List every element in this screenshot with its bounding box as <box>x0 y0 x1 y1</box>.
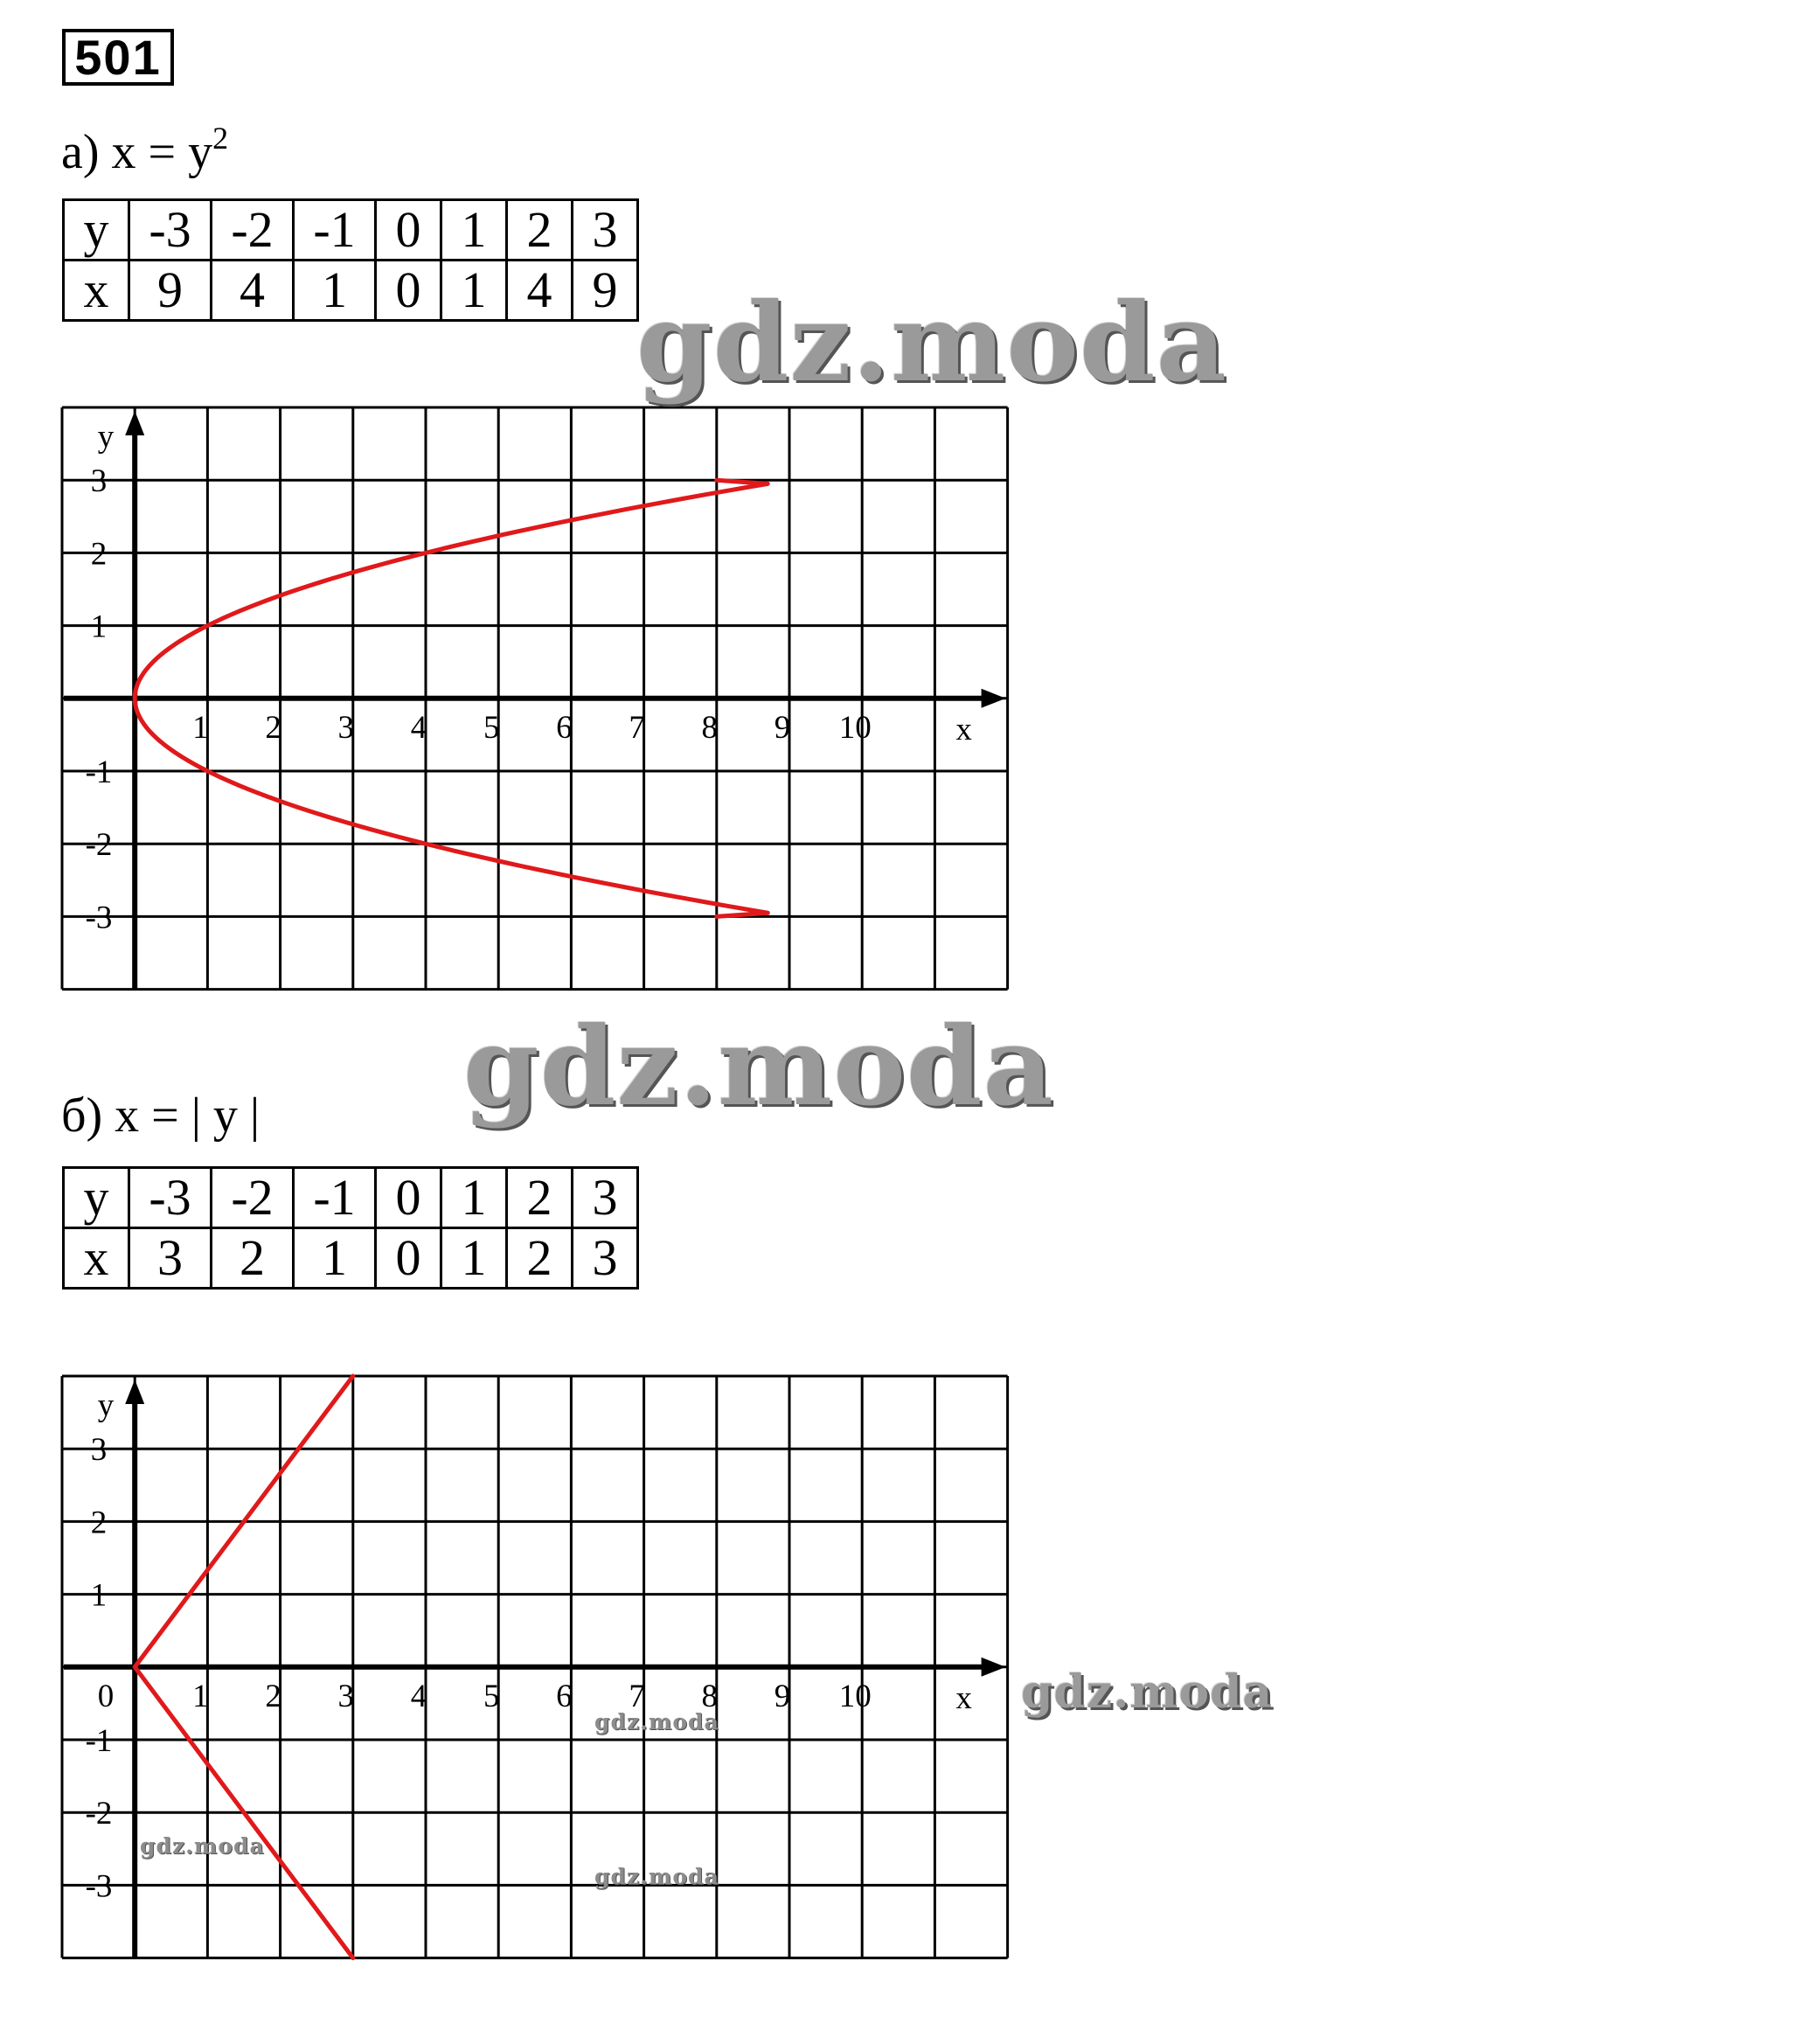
x-tick-label: 1 <box>192 1678 209 1714</box>
y-tick-label: -1 <box>85 754 113 790</box>
table-cell: y <box>64 200 129 261</box>
table-cell: -1 <box>294 1168 376 1228</box>
x-tick-label: 10 <box>838 709 872 746</box>
x-tick-label: 6 <box>556 709 573 746</box>
table-cell: 3 <box>129 1228 212 1289</box>
table-cell: 1 <box>441 261 507 321</box>
x-tick-label: 4 <box>410 709 427 746</box>
x-tick-label: 7 <box>629 1678 645 1714</box>
table-cell: 3 <box>573 1228 638 1289</box>
y-tick-label: 3 <box>90 463 108 500</box>
table-cell: 2 <box>212 1228 294 1289</box>
part-a-exponent: 2 <box>212 121 229 156</box>
table-cell: x <box>64 261 129 321</box>
table-cell: 4 <box>212 261 294 321</box>
table-cell: 3 <box>573 1168 638 1228</box>
table-cell: 0 <box>376 1228 441 1289</box>
x-tick-label: 9 <box>774 709 791 746</box>
y-tick-label: -2 <box>85 1796 113 1832</box>
x-tick-label: 8 <box>701 709 719 746</box>
part-b-equation: б) x = | y | <box>61 1088 260 1143</box>
y-axis-label: y <box>97 419 115 455</box>
table-cell: 4 <box>507 261 573 321</box>
origin-label: 0 <box>97 1678 115 1714</box>
table-cell: -2 <box>212 200 294 261</box>
table-cell: 1 <box>441 200 507 261</box>
x-tick-label: 5 <box>483 1678 500 1714</box>
table-cell: -2 <box>212 1168 294 1228</box>
table-cell: 0 <box>376 200 441 261</box>
table-cell: 1 <box>294 1228 376 1289</box>
y-tick-label: -3 <box>85 1868 113 1905</box>
table-cell: 2 <box>507 200 573 261</box>
problem-number: 501 <box>62 29 174 86</box>
watermark: gdz.moda <box>594 1709 719 1734</box>
y-tick-label: 2 <box>90 536 108 573</box>
table-cell: -1 <box>294 200 376 261</box>
y-tick-label: 1 <box>90 608 108 645</box>
table-cell: 9 <box>129 261 212 321</box>
x-axis-label: x <box>955 711 972 747</box>
table-cell: 3 <box>573 200 638 261</box>
part-a-equation: а) x = y <box>61 125 213 179</box>
y-tick-label: 2 <box>90 1505 108 1541</box>
x-tick-label: 4 <box>410 1678 427 1714</box>
y-tick-label: -3 <box>85 900 113 936</box>
table-cell: 1 <box>441 1168 507 1228</box>
table-cell: x <box>64 1228 129 1289</box>
y-tick-label: -2 <box>85 827 113 864</box>
x-tick-label: 7 <box>629 709 645 746</box>
x-tick-label: 2 <box>265 709 281 746</box>
x-tick-label: 10 <box>838 1678 872 1714</box>
watermark: gdz.moda <box>463 1004 1054 1130</box>
y-axis-arrow <box>125 1380 144 1404</box>
table-cell: -3 <box>129 200 212 261</box>
table-cell: 2 <box>507 1168 573 1228</box>
x-tick-label: 3 <box>337 709 355 746</box>
x-tick-label: 9 <box>774 1678 791 1714</box>
y-tick-label: -1 <box>85 1723 113 1759</box>
table-cell: y <box>64 1168 129 1228</box>
x-tick-label: 5 <box>483 709 500 746</box>
x-tick-label: 1 <box>192 709 209 746</box>
table-cell: 1 <box>441 1228 507 1289</box>
x-tick-label: 2 <box>265 1678 281 1714</box>
watermark: gdz.moda <box>140 1833 265 1859</box>
table-cell: 0 <box>376 261 441 321</box>
table-cell: -3 <box>129 1168 212 1228</box>
x-axis-label: x <box>955 1679 972 1716</box>
y-axis-label: y <box>97 1387 115 1423</box>
x-tick-label: 3 <box>337 1678 355 1714</box>
table-cell: 9 <box>573 261 638 321</box>
watermark: gdz.moda <box>1021 1665 1274 1719</box>
watermark: gdz.moda <box>636 280 1227 407</box>
table-cell: 1 <box>294 261 376 321</box>
watermark: gdz.moda <box>594 1864 719 1889</box>
table-cell: 2 <box>507 1228 573 1289</box>
y-tick-label: 1 <box>90 1577 108 1614</box>
x-tick-label: 6 <box>556 1678 573 1714</box>
x-axis-arrow <box>982 1658 1006 1677</box>
table-cell: 0 <box>376 1168 441 1228</box>
x-tick-label: 8 <box>701 1678 719 1714</box>
y-tick-label: 3 <box>90 1432 108 1469</box>
